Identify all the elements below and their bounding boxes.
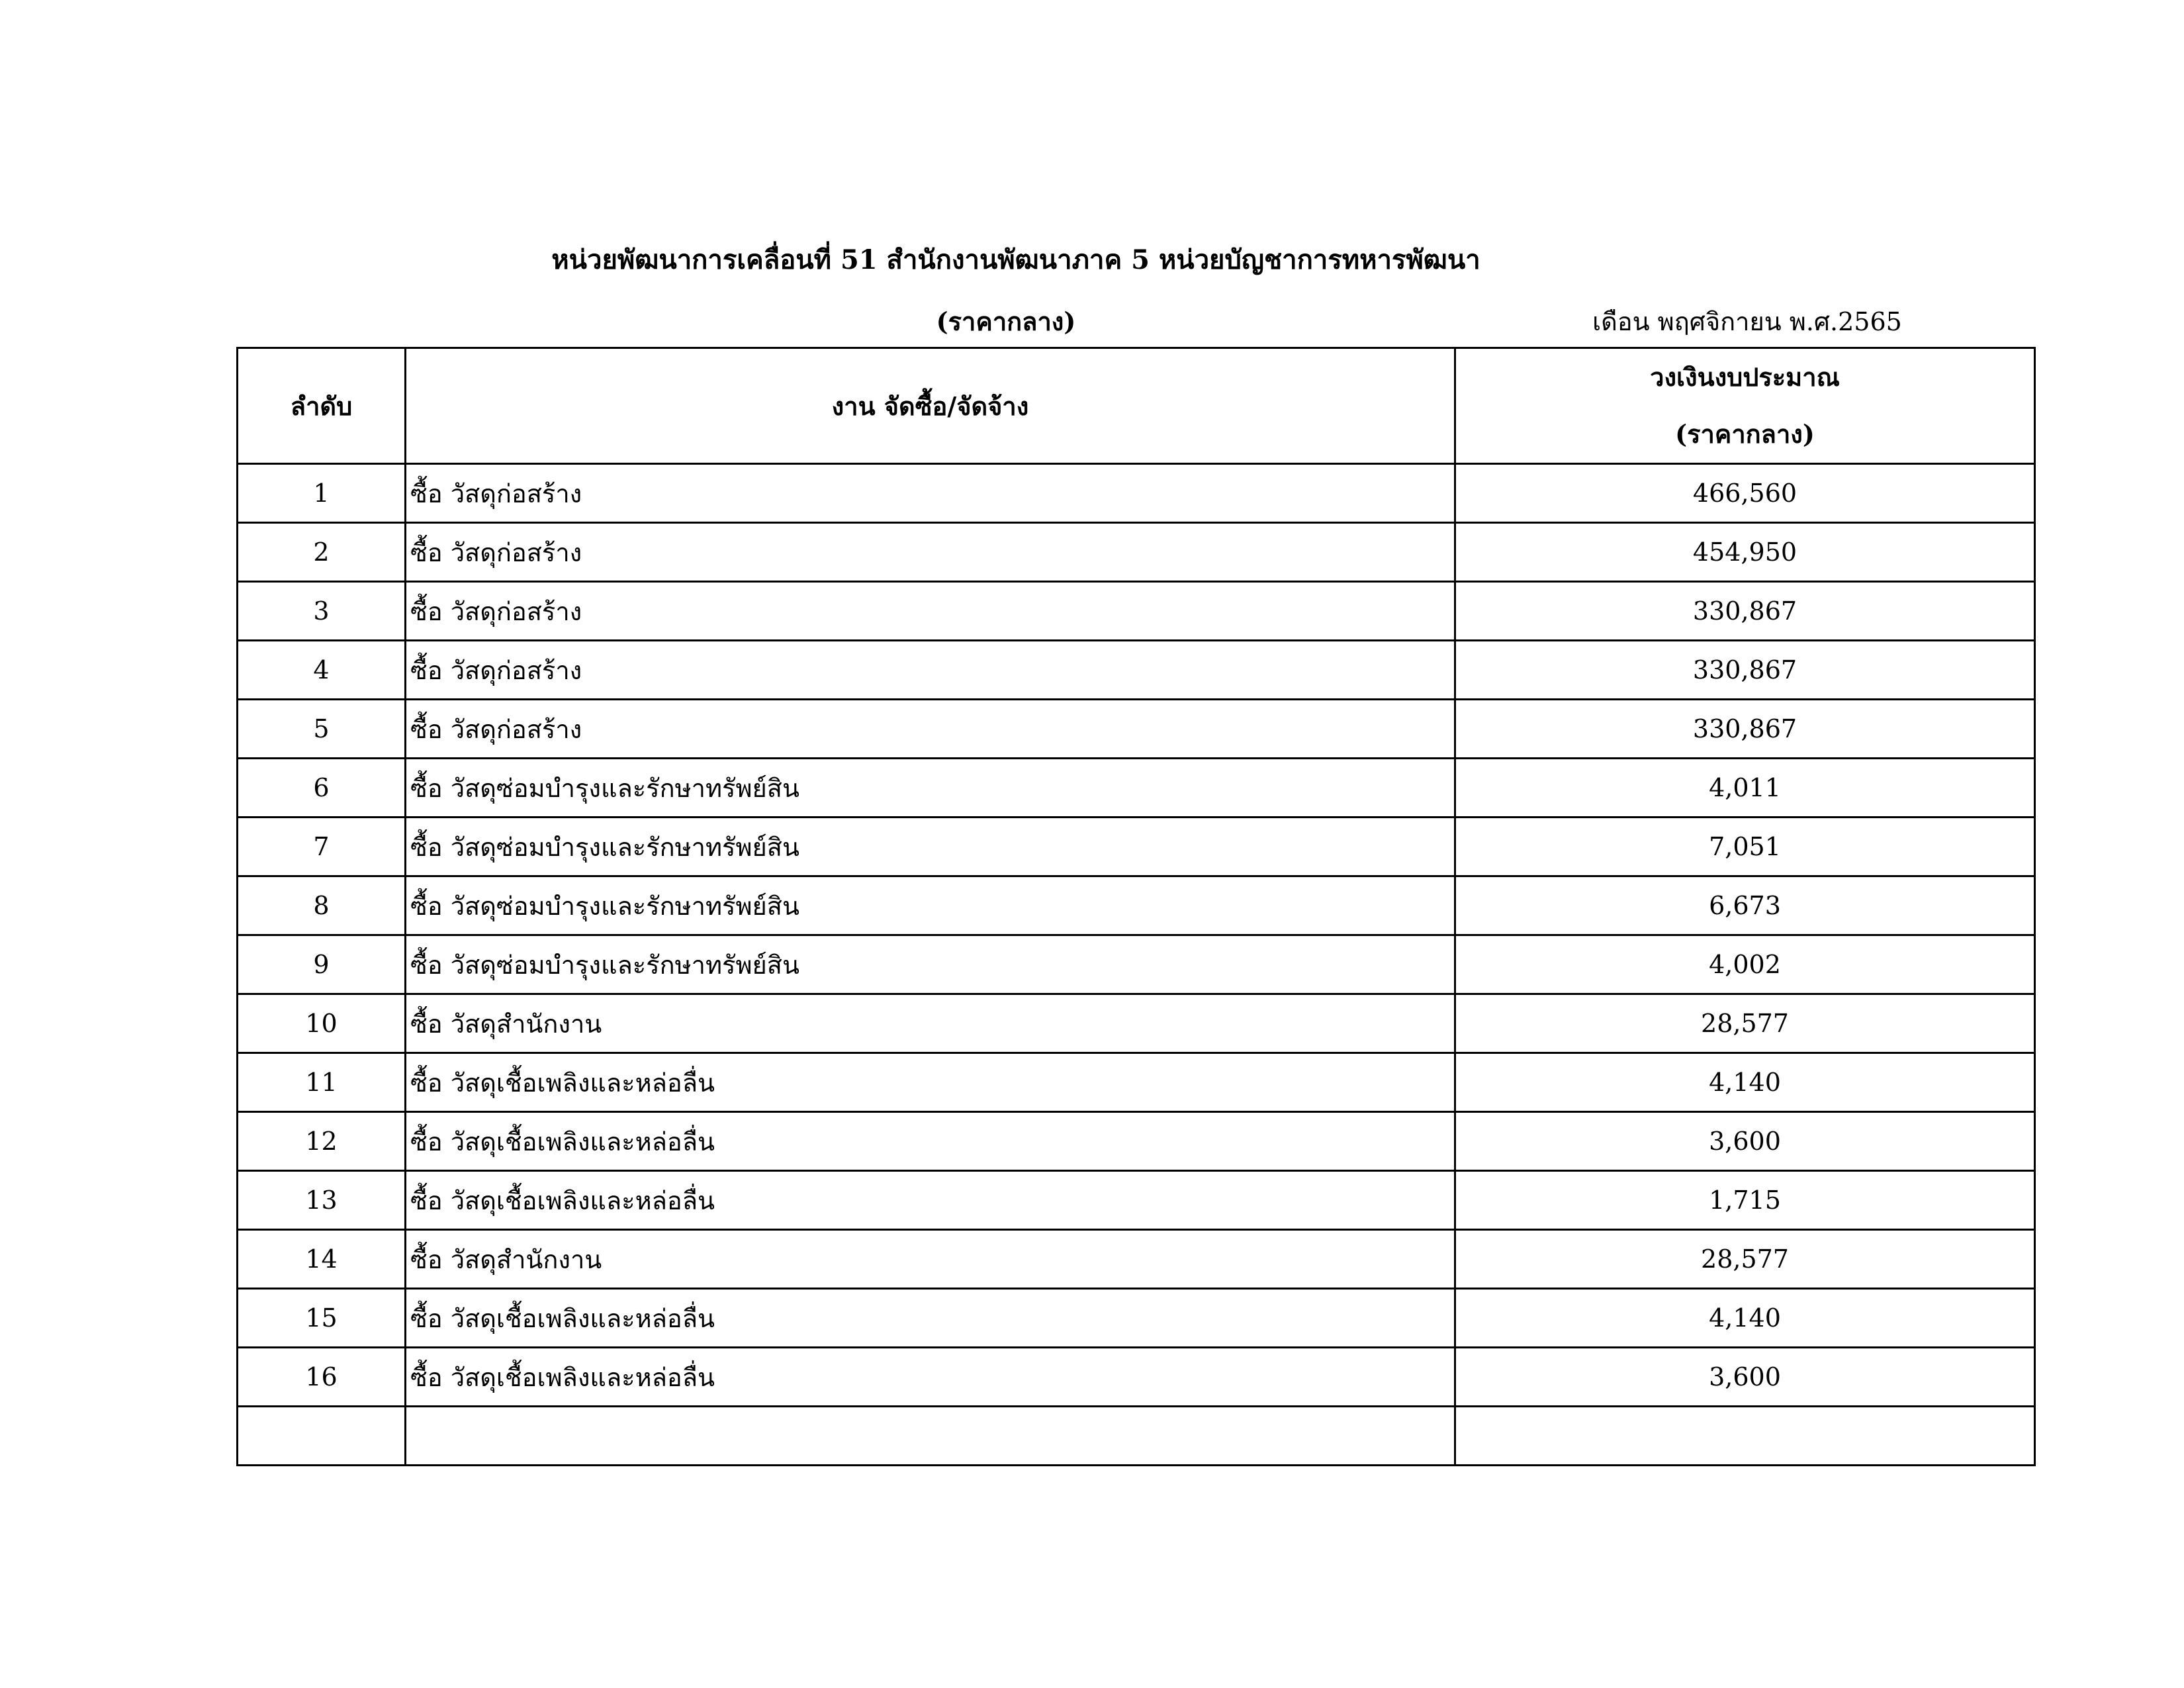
row-task-cell: ซื้อ วัสดุซ่อมบำรุงและรักษาทรัพย์สิน	[406, 876, 1455, 935]
header-task: งาน จัดซื้อ/จัดจ้าง	[406, 348, 1455, 464]
document-month: เดือน พฤศจิกายน พ.ศ.2565	[1592, 307, 1902, 336]
table-row	[238, 464, 2035, 523]
row-task-cell: ซื้อ วัสดุเชื้อเพลิงและหล่อลื่น	[406, 1348, 1455, 1407]
row-task-cell: ซื้อ วัสดุก่อสร้าง	[406, 464, 1455, 523]
row-no-cell: 8	[238, 876, 406, 935]
procurement-table	[236, 347, 2036, 1466]
table-row	[238, 1348, 2035, 1407]
row-no-cell: 12	[238, 1112, 406, 1171]
table-row	[238, 700, 2035, 759]
table-row	[238, 523, 2035, 582]
row-amount-cell: 454,950	[1455, 523, 2035, 582]
document-subtitle: (ราคากลาง)	[936, 306, 1076, 336]
table-row	[238, 1230, 2035, 1289]
table-row	[238, 1289, 2035, 1348]
row-no-cell: 1	[238, 464, 406, 523]
row-no-cell: 4	[238, 641, 406, 700]
row-amount-cell: 1,715	[1455, 1171, 2035, 1230]
row-no-cell: 10	[238, 994, 406, 1053]
row-amount-cell: 28,577	[1455, 1230, 2035, 1289]
row-amount-cell: 4,140	[1455, 1053, 2035, 1112]
table-row	[238, 876, 2035, 935]
row-task-cell: ซื้อ วัสดุสำนักงาน	[406, 994, 1455, 1053]
row-task-cell: ซื้อ วัสดุเชื้อเพลิงและหล่อลื่น	[406, 1289, 1455, 1348]
row-amount-cell: 330,867	[1455, 641, 2035, 700]
table-row	[238, 818, 2035, 876]
row-task-cell: ซื้อ วัสดุก่อสร้าง	[406, 700, 1455, 759]
row-task-cell: ซื้อ วัสดุเชื้อเพลิงและหล่อลื่น	[406, 1053, 1455, 1112]
row-amount-cell: 330,867	[1455, 700, 2035, 759]
row-task-cell: ซื้อ วัสดุก่อสร้าง	[406, 523, 1455, 582]
table-row	[238, 1407, 2035, 1466]
row-amount-cell: 28,577	[1455, 994, 2035, 1053]
row-task-cell: ซื้อ วัสดุเชื้อเพลิงและหล่อลื่น	[406, 1171, 1455, 1230]
row-no-cell: 16	[238, 1348, 406, 1407]
table-row	[238, 1053, 2035, 1112]
table-row	[238, 759, 2035, 818]
row-no-cell: 5	[238, 700, 406, 759]
row-no-cell: 11	[238, 1053, 406, 1112]
row-no-cell: 6	[238, 759, 406, 818]
row-no-cell: 14	[238, 1230, 406, 1289]
row-task-cell: ซื้อ วัสดุซ่อมบำรุงและรักษาทรัพย์สิน	[406, 818, 1455, 876]
row-task-cell: ซื้อ วัสดุก่อสร้าง	[406, 582, 1455, 641]
table-header-row	[238, 348, 2035, 464]
row-no-cell	[238, 1407, 406, 1466]
row-task-cell: ซื้อ วัสดุสำนักงาน	[406, 1230, 1455, 1289]
row-amount-cell: 4,011	[1455, 759, 2035, 818]
row-task-cell	[406, 1407, 1455, 1466]
row-no-cell: 2	[238, 523, 406, 582]
table-row	[238, 1171, 2035, 1230]
table-row	[238, 1112, 2035, 1171]
row-amount-cell: 4,002	[1455, 935, 2035, 994]
row-amount-cell: 330,867	[1455, 582, 2035, 641]
header-budget-line1: วงเงินงบประมาณ	[1650, 362, 1840, 392]
document-title: หน่วยพัฒนาการเคลื่อนที่ 51 สำนักงานพัฒนาภาค 5 หน่วยบัญชาการทหารพัฒนา	[551, 244, 1480, 275]
row-amount-cell: 3,600	[1455, 1112, 2035, 1171]
table-row	[238, 935, 2035, 994]
row-amount-cell: 6,673	[1455, 876, 2035, 935]
row-no-cell: 7	[238, 818, 406, 876]
row-amount-cell: 466,560	[1455, 464, 2035, 523]
row-no-cell: 15	[238, 1289, 406, 1348]
row-task-cell: ซื้อ วัสดุก่อสร้าง	[406, 641, 1455, 700]
row-amount-cell: 4,140	[1455, 1289, 2035, 1348]
row-no-cell: 3	[238, 582, 406, 641]
table-row	[238, 641, 2035, 700]
row-amount-cell: 3,600	[1455, 1348, 2035, 1407]
row-amount-cell	[1455, 1407, 2035, 1466]
header-no: ลำดับ	[238, 348, 406, 464]
row-no-cell: 9	[238, 935, 406, 994]
row-amount-cell: 7,051	[1455, 818, 2035, 876]
table-row	[238, 994, 2035, 1053]
row-no-cell: 13	[238, 1171, 406, 1230]
header-budget-line2: (ราคากลาง)	[1675, 419, 1815, 449]
row-task-cell: ซื้อ วัสดุซ่อมบำรุงและรักษาทรัพย์สิน	[406, 759, 1455, 818]
row-task-cell: ซื้อ วัสดุเชื้อเพลิงและหล่อลื่น	[406, 1112, 1455, 1171]
row-task-cell: ซื้อ วัสดุซ่อมบำรุงและรักษาทรัพย์สิน	[406, 935, 1455, 994]
header-budget	[1455, 348, 2035, 464]
table-row	[238, 582, 2035, 641]
